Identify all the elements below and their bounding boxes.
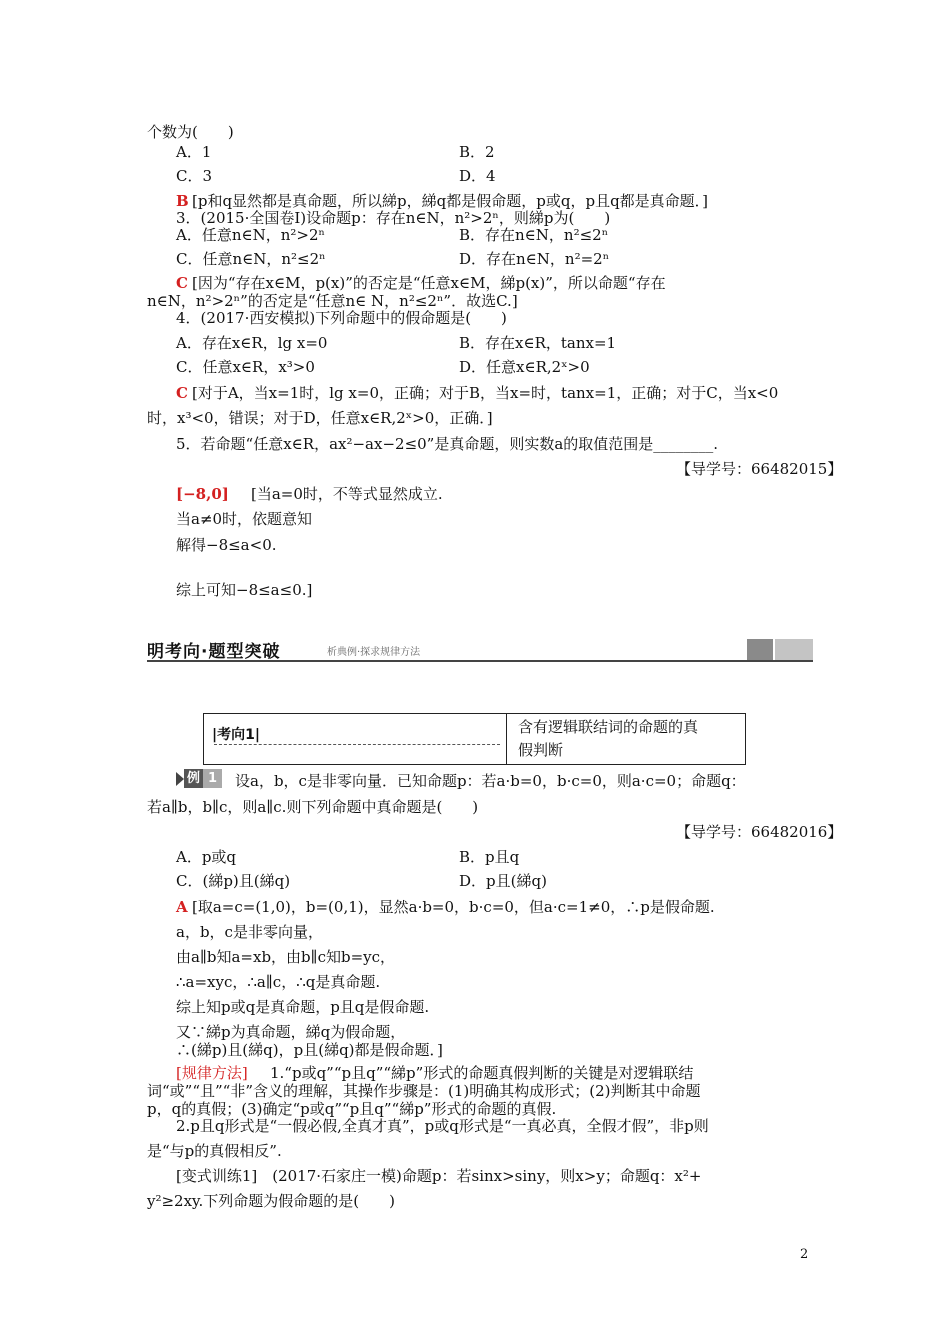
- text-line-22: [当a=0时，不等式显然成立.: [251, 485, 443, 503]
- triangle-icon: [176, 772, 184, 786]
- text-line-13: 4．(2017·西安模拟)下列命题中的假命题是( ): [176, 309, 507, 327]
- text-line-8: B．存在n∈N，n²≤2ⁿ: [459, 226, 609, 244]
- text-line-44: 是“与p的真假相反”.: [147, 1142, 282, 1160]
- text-line-19: 时，x³<0，错误；对于D，任意x∈R,2ˣ>0，正确．]: [147, 409, 493, 427]
- text-line-30: B．p且q: [459, 848, 520, 866]
- text-line-46: y²≥2xy.下列命题为假命题的是( ): [147, 1192, 396, 1210]
- topic-label: |考向1|: [212, 727, 260, 743]
- text-line-12: n∈N，n²>2ⁿ”的否定是“任意n∈ N，n²≤2ⁿ”．故选C.]: [147, 292, 518, 310]
- text-line-9: C．任意n∈N，n²≤2ⁿ: [176, 250, 326, 268]
- text-line-28: 【导学号：66482016】: [676, 823, 843, 841]
- text-line-42: p，q的真假；(3)确定“p或q”“p且q”“綈p”形式的命题的真假.: [147, 1100, 557, 1118]
- text-line-35: 由a∥b知a=xb，由b∥c知b=yc，: [176, 948, 396, 966]
- answer-key-1: C: [176, 274, 188, 292]
- text-line-41: 词“或”“且”“非”含义的理解，其操作步骤是：(1)明确其构成形式；(2)判断其中命题: [147, 1082, 701, 1100]
- text-line-15: B．存在x∈R，tanx=1: [459, 334, 617, 352]
- text-line-39: ∴(綈p)且(綈q)，p且(綈q)都是假命题．]: [176, 1041, 443, 1059]
- answer-key-4: A: [176, 898, 188, 916]
- text-line-23: 当a≠0时，依题意知: [176, 510, 313, 528]
- text-line-45: [变式训练1] (2017·石家庄一模)命题p：若sinx>siny，则x>y；命题q：x²+: [176, 1167, 702, 1185]
- text-line-7: A．任意n∈N，n²>2ⁿ: [176, 226, 325, 244]
- text-line-24: 解得−8≤a<0.: [176, 536, 277, 554]
- text-line-27: 若a∥b，b∥c，则a∥c.则下列命题中真命题是( ): [147, 798, 479, 816]
- topic-divider: [506, 714, 507, 764]
- topic-dash: [214, 744, 500, 745]
- text-line-31: C．(綈p)且(綈q): [176, 872, 291, 890]
- text-line-43: 2.p且q形式是“一假必假,全真才真”，p或q形式是“一真必真，全假才假”，非p则: [176, 1117, 709, 1135]
- text-line-18: [对于A，当x=1时，lg x=0，正确；对于B，当x=时，tanx=1，正确；对于C，当x<0: [192, 384, 779, 402]
- text-line-26: 设a，b，c是非零向量．已知命题p：若a·b=0，b·c=0，则a·c=0；命题q：: [235, 772, 746, 790]
- text-line-3: C．3: [176, 167, 213, 185]
- text-line-25: 综上可知−8≤a≤0.]: [176, 581, 313, 599]
- text-line-40: 1.“p或q”“p且q”“綈p”形式的命题真假判断的关键是对逻辑联结: [270, 1064, 694, 1082]
- section-title: 明考向·题型突破: [147, 642, 281, 662]
- text-line-21: 【导学号：66482015】: [676, 460, 843, 478]
- text-line-4: D．4: [459, 167, 496, 185]
- text-line-6: 3．(2015·全国卷Ⅰ)设命题p：存在n∈N，n²>2ⁿ，则綈p为( ): [176, 209, 611, 227]
- section-block-light: [775, 639, 813, 660]
- text-line-36: ∴a=xyc，∴a∥c，∴q是真命题.: [176, 973, 381, 991]
- example-tag: [176, 769, 222, 788]
- topic-box: [203, 713, 746, 765]
- answer-key-2: C: [176, 384, 188, 402]
- example-number: 1: [203, 769, 222, 788]
- example-word: 例: [184, 769, 203, 788]
- text-line-33: [取a=c=(1,0)，b=(0,1)，显然a·b=0，b·c=0，但a·c=1≠0，∴p是假命题.: [192, 898, 715, 916]
- text-line-32: D．p且(綈q): [459, 872, 547, 890]
- section-block-dark: [747, 639, 773, 660]
- text-line-38: 又∵綈p为真命题，綈q为假命题，: [176, 1023, 406, 1041]
- answer-key-3: [−8,0]: [176, 485, 229, 503]
- text-line-0: 个数为( ): [147, 123, 234, 141]
- topic-text: 含有逻辑联结词的命题的真 假判断: [518, 718, 699, 759]
- text-line-17: D．任意x∈R,2ˣ>0: [459, 358, 590, 376]
- text-line-37: 综上知p或q是真命题，p且q是假命题.: [176, 998, 430, 1016]
- text-line-1: A．1: [176, 143, 212, 161]
- text-line-14: A．存在x∈R，lg x=0: [176, 334, 328, 352]
- text-line-29: A．p或q: [176, 848, 237, 866]
- answer-key-0: B: [176, 192, 189, 210]
- text-line-34: a，b，c是非零向量，: [176, 923, 323, 941]
- section-rule: [147, 660, 813, 662]
- text-line-10: D．存在n∈N，n²=2ⁿ: [459, 250, 610, 268]
- method-label: [规律方法]: [176, 1064, 248, 1082]
- page-number: 2: [800, 1247, 809, 1262]
- text-line-11: [因为“存在x∈M，p(x)”的否定是“任意x∈M，綈p(x)”，所以命题“存在: [192, 274, 666, 292]
- text-line-2: B．2: [459, 143, 495, 161]
- text-line-16: C．任意x∈R，x³>0: [176, 358, 315, 376]
- section-subtitle: 析典例·探求规律方法: [327, 647, 421, 658]
- text-line-20: 5．若命题“任意x∈R，ax²−ax−2≤0”是真命题，则实数a的取值范围是________.: [176, 435, 719, 453]
- text-line-5: [p和q显然都是真命题，所以綈p，綈q都是假命题，p或q，p且q都是真命题．]: [192, 192, 709, 210]
